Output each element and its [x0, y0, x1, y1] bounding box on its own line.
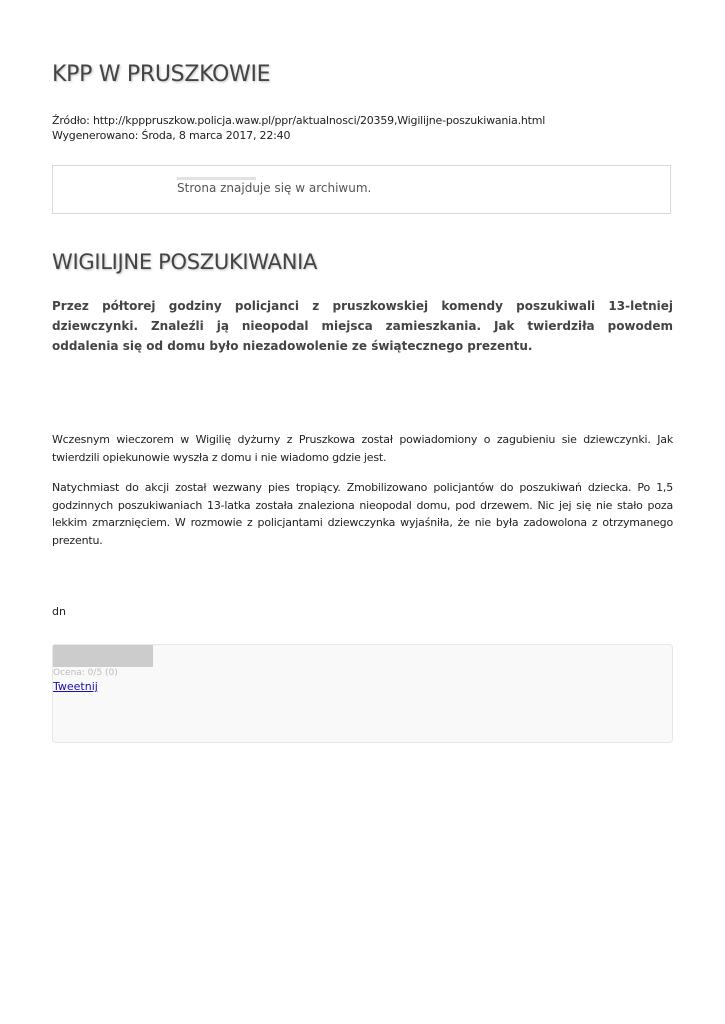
document-meta: [52, 113, 545, 143]
source-url: Źródło: http://kpppruszkow.policja.waw.pl/ppr/aktualnosci/20359,Wigilijne-poszukiwania.html: [52, 114, 546, 127]
author-signature: dn: [52, 605, 66, 618]
article-title: WIGILIJNE POSZUKIWANIA: [52, 250, 318, 274]
archive-notice-bar: [177, 177, 256, 180]
rating-stars-bar[interactable]: [53, 645, 153, 667]
article-paragraph: Wczesnym wieczorem w Wigilię dyżurny z Pruszkowa został powiadomiony o zagubieniu sie dziewczynki. Jak twierdzili opiekunowie wyszła z domu i nie wiadomo gdzie jest.: [52, 433, 673, 464]
site-title: KPP W PRUSZKOWIE: [52, 62, 271, 87]
archive-notice: [52, 165, 671, 214]
archive-notice-text: Strona znajduje się w archiwum.: [177, 181, 372, 195]
tweet-link[interactable]: Tweetnij: [53, 680, 98, 693]
rating-panel: [52, 644, 673, 743]
rating-text: Ocena: 0/5 (0): [53, 668, 118, 678]
article-paragraph: Natychmiast do akcji został wezwany pies tropiący. Zmobilizowano policjantów do poszukiwań dziecka. Po 1,5 godzinnych poszukiwaniach 13-latka została znaleziona nieopodal domu, pod drzewem. Nic jej się nie stało poza lekkim zmarznięciem. W rozmowie z policjantami dziewczynka wyjaśniła, że nie była zadowolona z otrzymanego prezentu.: [52, 481, 673, 547]
article-lead: Przez półtorej godziny policjanci z pruszkowskiej komendy poszukiwali 13-letniej dziewczynki. Znaleźli ją nieopodal miejsca zamieszkania. Jak twierdziła powodem oddalenia się od domu było niezadowolenie ze świątecznego prezentu.: [52, 299, 673, 353]
generated-date: Wygenerowano: Środa, 8 marca 2017, 22:40: [52, 129, 291, 142]
